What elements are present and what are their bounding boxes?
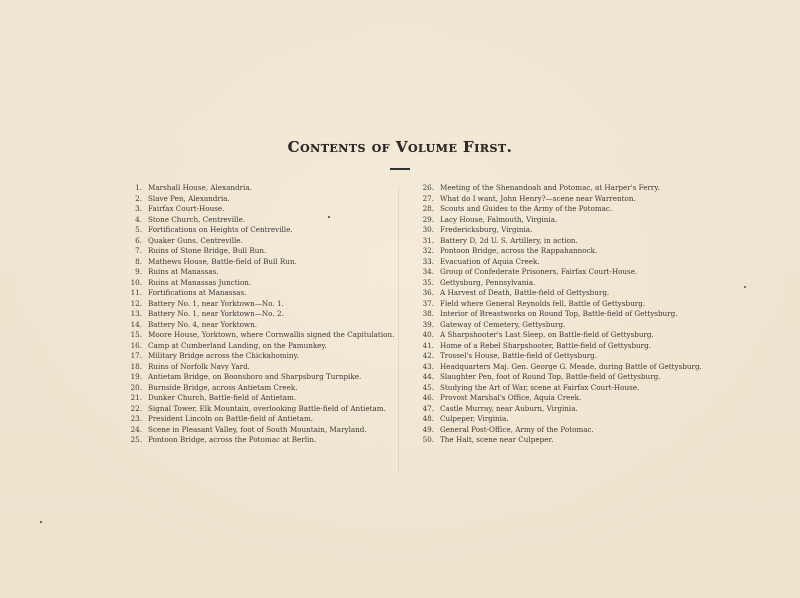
entry-number: 34. xyxy=(422,267,434,276)
entry-number: 32. xyxy=(422,246,434,255)
contents-entry xyxy=(118,204,388,215)
entry-title: Stone Church, Centreville. xyxy=(148,214,246,224)
entry-number: 8. xyxy=(135,256,142,266)
contents-entry xyxy=(410,288,710,299)
entry-title: Battery No. 4, near Yorktown. xyxy=(148,319,257,329)
entry-title: Fortifications at Manassas. xyxy=(148,288,247,297)
entry-title: Pontoon Bridge, across the Potomac at Berlin. xyxy=(148,435,317,444)
entry-title: Dunker Church, Battle-field of Antietam. xyxy=(148,393,297,402)
entry-number: 46. xyxy=(422,393,434,402)
entry-title: Battery No. 1, near Yorktown—No. 2. xyxy=(148,309,284,318)
contents-entry xyxy=(410,351,710,362)
contents-entry xyxy=(410,204,710,215)
entry-number: 29. xyxy=(422,214,434,224)
entry-number: 48. xyxy=(422,414,434,423)
entry-number: 36. xyxy=(422,288,434,297)
contents-entry xyxy=(410,372,710,383)
entry-number: 4. xyxy=(135,214,142,224)
contents-entry xyxy=(410,257,710,268)
entry-title: Moore House, Yorktown, where Cornwallis signed the Capitulation. xyxy=(148,330,395,339)
contents-entry xyxy=(410,299,710,310)
entry-title: Scouts and Guides to the Army of the Potomac. xyxy=(440,204,613,213)
entry-number: 44. xyxy=(422,372,434,381)
entry-number: 9. xyxy=(135,267,142,276)
entry-number: 15. xyxy=(130,330,142,339)
entry-number: 19. xyxy=(130,372,142,381)
entry-title: Trossel's House, Battle-field of Gettysburg. xyxy=(440,351,598,360)
paper-speck xyxy=(744,286,746,288)
contents-entry xyxy=(410,225,710,236)
entry-title: Pontoon Bridge, across the Rappahannock. xyxy=(440,246,598,255)
contents-column-right xyxy=(410,183,710,446)
entry-title: Group of Confederate Prisoners, Fairfax Court-House. xyxy=(440,267,638,276)
entry-title: Ruins at Manassas. xyxy=(148,267,219,276)
entry-title: Scene in Pleasant Valley, foot of South Mountain, Maryland. xyxy=(148,424,367,434)
entry-title: Interior of Breastworks on Round Top, Battle-field of Gettysburg. xyxy=(440,309,678,318)
entry-number: 21. xyxy=(130,393,142,402)
entry-title: Antietam Bridge, on Boonsboro and Sharpsburg Turnpike. xyxy=(148,372,362,381)
entry-title: Fortifications on Heights of Centreville. xyxy=(148,225,293,234)
entry-number: 49. xyxy=(422,424,434,434)
contents-entry xyxy=(118,183,388,194)
entry-number: 1. xyxy=(135,183,142,192)
entry-number: 20. xyxy=(130,382,142,392)
entry-title: Battery D, 2d U. S. Artillery, in action. xyxy=(440,235,578,245)
entry-title: Slaughter Pen, foot of Round Top, Battle-field of Gettysburg. xyxy=(440,372,661,381)
entry-number: 43. xyxy=(422,361,434,371)
contents-entry xyxy=(118,393,388,404)
contents-entry xyxy=(410,236,710,247)
entry-number: 31. xyxy=(422,235,434,245)
entry-number: 7. xyxy=(135,246,142,255)
contents-entry xyxy=(118,194,388,205)
entry-title: Quaker Guns, Centreville. xyxy=(148,235,243,245)
page-title: Contents of Volume First. xyxy=(287,138,513,156)
paper-speck xyxy=(328,216,330,218)
contents-entry xyxy=(118,341,388,352)
contents-entry xyxy=(118,215,388,226)
entry-number: 27. xyxy=(422,193,434,203)
entry-title: Burnside Bridge, across Antietam Creek. xyxy=(148,382,298,392)
entry-title: Meeting of the Shenandoah and Potomac, at Harper's Ferry. xyxy=(440,183,660,192)
entry-number: 17. xyxy=(130,351,142,360)
contents-entry xyxy=(118,425,388,436)
contents-entry xyxy=(118,404,388,415)
contents-entry xyxy=(118,267,388,278)
entry-number: 5. xyxy=(135,225,142,234)
entry-number: 22. xyxy=(130,403,142,413)
contents-entry xyxy=(410,278,710,289)
entry-number: 14. xyxy=(130,319,142,329)
entry-title: Field where General Reynolds fell, Battle of Gettysburg. xyxy=(440,298,646,308)
entry-number: 12. xyxy=(130,298,142,308)
entry-number: 41. xyxy=(422,340,434,350)
contents-entry xyxy=(410,425,710,436)
contents-entry xyxy=(410,341,710,352)
entry-title: Ruins of Stone Bridge, Bull Run. xyxy=(148,246,267,255)
contents-entry xyxy=(410,309,710,320)
entry-title: General Post-Office, Army of the Potomac. xyxy=(440,424,594,434)
contents-entry xyxy=(410,320,710,331)
entry-number: 42. xyxy=(422,351,434,360)
entry-number: 10. xyxy=(130,277,142,287)
entry-title: Marshall House, Alexandria. xyxy=(148,183,252,192)
contents-entry xyxy=(410,330,710,341)
entry-title: Castle Murray, near Auburn, Virginia. xyxy=(440,403,578,413)
contents-entry xyxy=(118,414,388,425)
entry-title: Gettysburg, Pennsylvania. xyxy=(440,277,536,287)
contents-entry xyxy=(410,183,710,194)
entry-title: Military Bridge across the Chickahominy. xyxy=(148,351,299,360)
entry-number: 33. xyxy=(422,256,434,266)
entry-number: 40. xyxy=(422,330,434,339)
entry-number: 6. xyxy=(135,235,142,245)
entry-number: 45. xyxy=(422,382,434,392)
entry-title: A Harvest of Death, Battle-field of Gettysburg. xyxy=(440,288,610,297)
contents-entry xyxy=(410,414,710,425)
entry-number: 2. xyxy=(135,193,142,203)
contents-entry xyxy=(118,288,388,299)
contents-entry xyxy=(410,362,710,373)
entry-number: 28. xyxy=(422,204,434,213)
entry-title: Culpeper, Virginia. xyxy=(440,414,509,423)
contents-entry xyxy=(410,194,710,205)
entry-title: What do I want, John Henry?—scene near Warrenton. xyxy=(440,193,636,203)
entry-title: President Lincoln on Battle-field of Antietam. xyxy=(148,414,314,423)
entry-number: 23. xyxy=(130,414,142,423)
title-rule xyxy=(390,168,410,170)
entry-number: 30. xyxy=(422,225,434,234)
entry-number: 35. xyxy=(422,277,434,287)
column-divider xyxy=(398,186,399,472)
paper-speck xyxy=(40,521,42,523)
contents-entry xyxy=(410,393,710,404)
contents-entry xyxy=(410,267,710,278)
contents-entry xyxy=(118,257,388,268)
entry-title: Lacy House, Falmouth, Virginia. xyxy=(440,214,558,224)
entry-title: Provost Marshal's Office, Aquia Creek. xyxy=(440,393,582,402)
contents-entry xyxy=(410,435,710,446)
contents-entry xyxy=(118,320,388,331)
entry-title: Fredericksburg, Virginia. xyxy=(440,225,533,234)
contents-entry xyxy=(118,435,388,446)
entry-title: Ruins of Norfolk Navy Yard. xyxy=(148,361,250,371)
contents-entry xyxy=(118,236,388,247)
entry-title: Ruins at Manassas Junction. xyxy=(148,277,252,287)
entry-title: Battery No. 1, near Yorktown—No. 1. xyxy=(148,298,284,308)
contents-entry xyxy=(118,372,388,383)
entry-title: Gateway of Cemetery, Gettysburg. xyxy=(440,319,566,329)
contents-entry xyxy=(410,215,710,226)
entry-number: 38. xyxy=(422,309,434,318)
entry-number: 16. xyxy=(130,340,142,350)
entry-number: 50. xyxy=(422,435,434,444)
contents-entry xyxy=(118,225,388,236)
entry-title: Camp at Cumberland Landing, on the Pamunkey. xyxy=(148,340,327,350)
contents-entry xyxy=(118,309,388,320)
entry-title: Evacuation of Aquia Creek. xyxy=(440,256,540,266)
entry-number: 18. xyxy=(130,361,142,371)
entry-number: 3. xyxy=(135,204,142,213)
entry-title: Fairfax Court-House. xyxy=(148,204,225,213)
entry-title: A Sharpshooter's Last Sleep, on Battle-field of Gettysburg. xyxy=(440,330,654,339)
contents-entry xyxy=(118,351,388,362)
contents-column-left xyxy=(118,183,395,446)
entry-number: 47. xyxy=(422,403,434,413)
entry-number: 39. xyxy=(422,319,434,329)
entry-title: Headquarters Maj. Gen. George G. Meade, during Battle of Gettysburg. xyxy=(440,361,702,371)
contents-entry xyxy=(118,362,388,373)
entry-number: 37. xyxy=(422,298,434,308)
entry-title: Signal Tower, Elk Mountain, overlooking Battle-field of Antietam. xyxy=(148,403,386,413)
entry-title: Slave Pen, Alexandria. xyxy=(148,193,230,203)
entry-title: The Halt, scene near Culpeper. xyxy=(440,435,554,444)
entry-number: 25. xyxy=(130,435,142,444)
contents-entry xyxy=(410,246,710,257)
contents-entry xyxy=(118,278,388,289)
entry-title: Mathews House, Battle-field of Bull Run. xyxy=(148,256,297,266)
contents-entry xyxy=(118,383,388,394)
contents-entry xyxy=(118,246,388,257)
entry-number: 11. xyxy=(130,288,142,297)
entry-number: 26. xyxy=(422,183,434,192)
entry-title: Studying the Art of War, scene at Fairfax Court-House. xyxy=(440,382,640,392)
contents-entry xyxy=(118,299,388,310)
entry-number: 13. xyxy=(130,309,142,318)
contents-entry xyxy=(118,330,395,341)
entry-number: 24. xyxy=(130,424,142,434)
entry-title: Home of a Rebel Sharpshooter, Battle-field of Gettysburg. xyxy=(440,340,651,350)
contents-entry xyxy=(410,404,710,415)
contents-entry xyxy=(410,383,710,394)
